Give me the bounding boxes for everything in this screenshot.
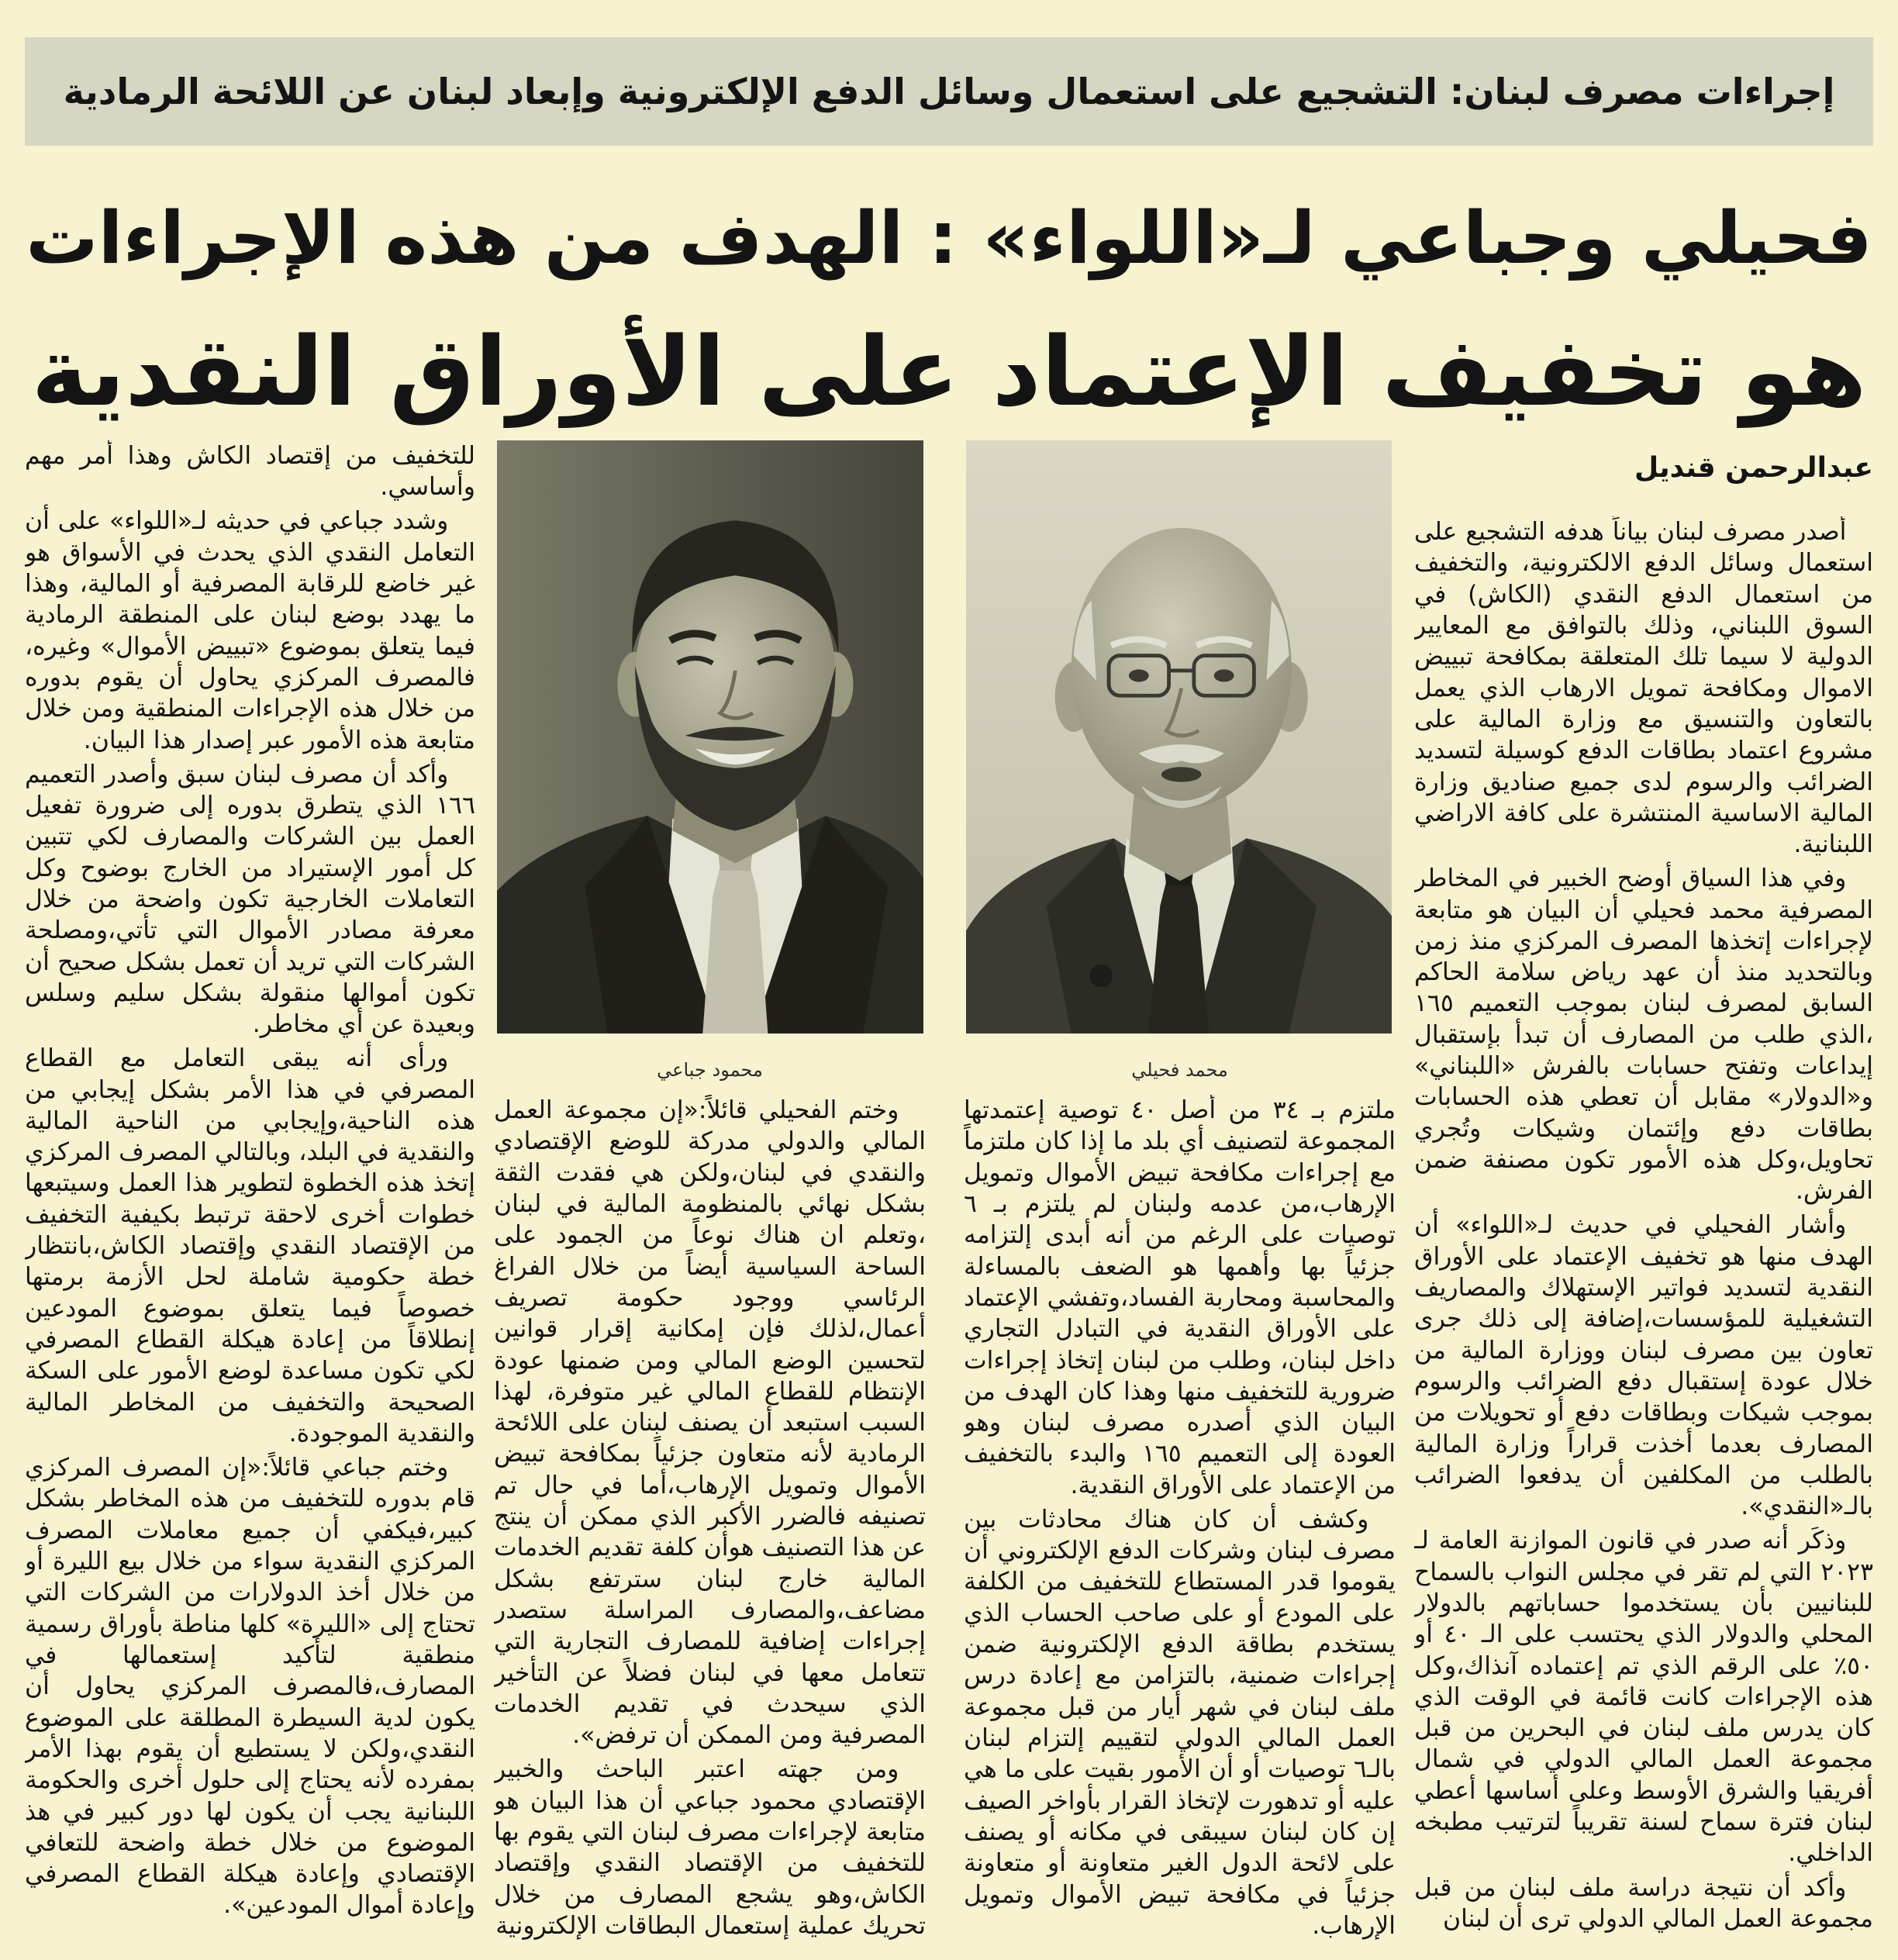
- paragraph: ومن جهته اعتبر الباحث والخبير الإقتصادي محمود جباعي أن هذا البيان هو متابعة لإجراءات مصرف لبنان التي يقوم بها للتخفيف من الإقتصاد النقدي وإقتصاد الكاش،وهو يشجع المصارف من خلال تحريك عملية إستعمال البطاقات الإلكترونية: [494, 1755, 926, 1940]
- photo-caption-fheili: محمد فحيلي: [1131, 1059, 1228, 1081]
- byline-author: عبدالرحمن قنديل: [1634, 452, 1873, 484]
- article-column-4: [25, 440, 475, 1949]
- paragraph: وختم جباعي قائلاً:«إن المصرف المركزي قام بدوره للتخفيف من هذه المخاطر بشكل كبير،فيكفي أن جميع معاملات المصرف المركزي النقدية سواء من خلال بيع الليرة أو من خلال أخذ الدولارات من الشركات التي تحتاج إلى «الليرة» كلها مناطة بأوراق رسمية منطقية لتأكيد إستعمالها في المصارف،فالمصرف المركزي يحاول أن يكون لدية السيطرة المطلقة على الموضوع النقدي،ولكن لا يستطيع أن يقوم بهذا الأمر بمفرده لأنه يحتاج إلى حلول أخرى والحكومة اللبنانية يجب أن يكون لها دور كبير في هذ الموضوع من خلال خطة واضحة للتعافي الإقتصادي وإعادة هيكلة القطاع المصرفي وإعادة أموال المودعين».: [25, 1454, 475, 1920]
- paragraph: وشدد جباعي في حديثه لـ«اللواء» على أن التعامل النقدي الذي يحدث في الأسواق هو غير خاضع للرقابة المصرفية أو المالية، وهذا ما يهدد بوضع لبنان على المنطقة الرمادية فيما يتعلق بموضوع «تبييض الأموال» وغيره، فالمصرف المركزي يحاول أن يقوم بدوره من خلال هذه الإجراءات المنطقية ومن خلال متابعة هذه الأمور عبر إصدار هذا البيان.: [25, 507, 475, 754]
- paragraph: أصدر مصرف لبنان بياناً هدفه التشجيع على استعمال وسائل الدفع الالكترونية، والتخفيف من استعمال الدفع النقدي (الكاش) في السوق اللبناني، وذلك بالتوافق مع المعايير الدولية لا سيما تلك المتعلقة بمكافحة تبييض الاموال ومكافحة تمويل الارهاب الذي يعمل بالتعاون والتنسيق مع وزارة المالية على مشروع اعتماد بطاقات الدفع كوسيلة لتسديد الضرائب والرسوم لدى جميع صناديق وزارة المالية الاساسية المنتشرة على كافة الاراضي اللبنانية.: [1414, 518, 1873, 859]
- paragraph: وأكد أن نتيجة دراسة ملف لبنان من قبل مجموعة العمل المالي الدولي ترى أن لبنان: [1414, 1873, 1873, 1933]
- kicker-banner: [25, 37, 1873, 146]
- headline-line-1: فحيلي وجباعي لـ«اللواء» : الهدف من هذه الإجراءات: [26, 196, 1872, 280]
- portrait-fheili-image: [966, 440, 1392, 1033]
- paragraph: وفي هذا السياق أوضح الخبير في المخاطر المصرفية محمد فحيلي أن البيان هو متابعة لإجراءات إتخذها المصرف المركزي منذ زمن وبالتحديد منذ أن عهد رياض سلامة الحاكم السابق لمصرف لبنان بموجب التعميم ١٦٥ ،الذي طلب من المصارف أن تبدأ بإستقبال إيداعات وتفتح حسابات بالفرش «اللبناني» و«الدولار» مقابل أن تعطي هذه الحسابات بطاقات دفع وإئتمان وشيكات وتُجري تحاويل،وكل هذه الأمور تكون مصنفة ضمن الفرش.: [1414, 864, 1873, 1206]
- paragraph: ملتزم بـ ٣٤ من أصل ٤٠ توصية إعتمدتها المجموعة لتصنيف أي بلد ما إذا كان ملتزماً مع إجراءات مكافحة تبيض الأموال وتمويل الإرهاب،من عدمه ولبنان لم يلتزم بـ ٦ توصيات على الرغم من أنه أبدى إلتزامه جزئياً بها وأهمها هو الضعف بالمساءلة والمحاسبة ومحاربة الفساد،وتفشي الإعتماد على الأوراق النقدية في التبادل التجاري داخل لبنان، وطلب من لبنان إتخاذ إجراءات ضرورية للتخفيف منها وهذا كان الهدف من البيان الذي أصدره مصرف لبنان وهو العودة إلى التعميم ١٦٥ والبدء بالتخفيف من الإعتماد على الأوراق النقدية.: [964, 1096, 1396, 1499]
- article-column-1: [1414, 516, 1873, 1949]
- photo-caption-jabai: محمود جباعي: [657, 1059, 763, 1081]
- portrait-photo-jabai: [497, 440, 923, 1033]
- paragraph: ورأى أنه يبقى التعامل مع القطاع المصرفي في هذا الأمر بشكل إيجابي من هذه الناحية،وإيجابي من الناحية المالية والنقدية في البلد، وبالتالي المصرف المركزي إتخذ هذه الخطوة لتطوير هذا العمل وسيتبعها خطوات أخرى لاحقة ترتبط بكيفية التخفيف من الإقتصاد النقدي وإقتصاد الكاش،بانتظار خطة حكومية شاملة لحل الأزمة برمتها خصوصاً فيما يتعلق بموضوع المودعين إنطلاقاً من إعادة هيكلة القطاع المصرفي لكي تكون مساعدة لوضع الأمور على السكة الصحيحة والتخفيف من المخاطر المالية والنقدية الموجودة.: [25, 1044, 475, 1448]
- portrait-photo-fheili: [966, 440, 1392, 1033]
- paragraph: وختم الفحيلي قائلاً:«إن مجموعة العمل المالي والدولي مدركة للوضع الإقتصادي والنقدي في لبنان،ولكن هي فقدت الثقة بشكل نهائي بالمنظومة المالية في لبنان ،وتعلم ان هناك نوعاً من الجمود على الساحة السياسية أيضاً من خلال الفراغ الرئاسي ووجود حكومة تصريف أعمال،لذلك فإن إمكانية إقرار قوانين لتحسين الوضع المالي ومن ضمنها عودة الإنتظام للقطاع المالي غير متوفرة، لهذا السبب استبعد أن يصنف لبنان على اللائحة الرمادية لأنه متعاون جزئياً بمكافحة تبيض الأموال وتمويل الإرهاب،أما في حال تم تصنيفه فالضرر الأكبر الذي ممكن أن ينتج عن هذا التصنيف هوأن كلفة تقديم الخدمات المالية خارج لبنان سترتفع بشكل مضاعف،والمصارف المراسلة ستصدر إجراءات إضافية للمصارف التجارية التي تتعامل معها في لبنان فضلاً عن التأخير الذي سيحدث في تقديم الخدمات المصرفية ومن الممكن أن ترفض».: [494, 1096, 926, 1750]
- paragraph: وذكَر أنه صدر في قانون الموازنة العامة لـ ٢٠٢٣ التي لم تقر في مجلس النواب بالسماح للبنانيين بأن يستخدموا حساباتهم بالدولار المحلي والدولار الذي يحتسب على الـ ٤٠ أو ٥٠٪ على الرقم الذي تم إعتماده آنذاك،وكل هذه الإجراءات كانت قائمة في الوقت الذي كان يدرس ملف لبنان في البحرين من قبل مجموعة العمل المالي الدولي في شمال أفريقيا والشرق الأوسط وعلى أساسها أعطي لبنان فترة سماح لسنة تقريباً لترتيب مطبخه الداخلي.: [1414, 1527, 1873, 1868]
- article-column-3: [494, 1095, 926, 1949]
- headline-line-2: هو تخفيف الإعتماد على الأوراق النقدية: [31, 317, 1867, 428]
- kicker-title: إجراءات مصرف لبنان: التشجيع على استعمال وسائل الدفع الإلكترونية وإبعاد لبنان عن اللائحة الرمادية: [63, 71, 1835, 112]
- paragraph: للتخفيف من إقتصاد الكاش وهذا أمر مهم وأساسي.: [25, 442, 475, 502]
- article-column-2: [964, 1095, 1396, 1948]
- paragraph: وأكد أن مصرف لبنان سبق وأصدر التعميم ١٦٦ الذي يتطرق بدوره إلى ضرورة تفعيل العمل بين الشركات والمصارف لكي تتبين كل أمور الإستيراد من الخارج بوضوح وكل التعاملات الخارجية تكون واضحة من خلال معرفة مصادر الأموال التي تأتي،ومصلحة الشركات التي تريد أن تعمل بشكل صحيح أن تكون أموالها منقولة بشكل سليم وسلس وبعيدة عن أي مخاطر.: [25, 760, 475, 1039]
- portrait-jabai-image: [497, 440, 923, 1033]
- paragraph: وأشار الفحيلي في حديث لـ«اللواء» أن الهدف منها هو تخفيف الإعتماد على الأوراق النقدية لتسديد فواتير الإستهلاك والمصاريف التشغيلية للمؤسسات،إضافة إلى ذلك جرى تعاون بين مصرف لبنان ووزارة المالية من خلال عودة إستقبال دفع الضرائب والرسوم بموجب شيكات وبطاقات دفع أو تحويلات من المصارف بعدما أخذت قراراً وزارة المالية بالطلب من المكلفين أن يدفعوا الضرائب بالـ«النقدي».: [1414, 1211, 1873, 1521]
- paragraph: وكشف أن كان هناك محادثات بين مصرف لبنان وشركات الدفع الإلكتروني أن يقوموا قدر المستطاع للتخفيف من الكلفة على المودع أو على صاحب الحساب الذي يستخدم بطاقة الدفع الإلكترونية ضمن إجراءات ضمنية، بالتزامن مع إعادة درس ملف لبنان في شهر أيار من قبل مجموعة العمل المالي الدولي لتقييم إلتزام لبنان بالـ٦ توصيات أو أن الأمور بقيت على ما هي عليه أو تدهورت لإتخاذ القرار بأواخر الصيف إن كان لبنان سيبقى في مكانه أو يصنف على لائحة الدول الغير متعاونة أو متعاونة جزئياً في مكافحة تبيض الأموال وتمويل الإرهاب.: [964, 1505, 1396, 1940]
